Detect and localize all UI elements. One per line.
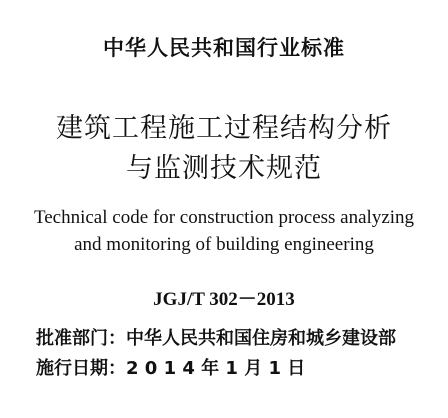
effective-date-value: 2 0 1 4 年 1 月 1 日	[126, 358, 306, 379]
chinese-title-line-2: 与监测技术规范	[126, 153, 322, 184]
english-title-line-1: Technical code for construction process analyzing	[33, 207, 415, 228]
chinese-title-line-1: 建筑工程施工过程结构分析	[56, 113, 392, 144]
standard-type-heading: 中华人民共和国行业标准	[103, 36, 345, 60]
effective-date-row	[36, 354, 305, 380]
approval-value: 中华人民共和国住房和城乡建设部	[126, 328, 396, 349]
approval-label: 批准部门：	[36, 328, 126, 349]
standard-code: JGJ/T 302－2013	[153, 289, 295, 310]
effective-label: 施行日期：	[36, 358, 126, 379]
approval-authority-row	[36, 324, 396, 350]
english-title-line-2: and monitoring of building engineering	[74, 234, 374, 255]
